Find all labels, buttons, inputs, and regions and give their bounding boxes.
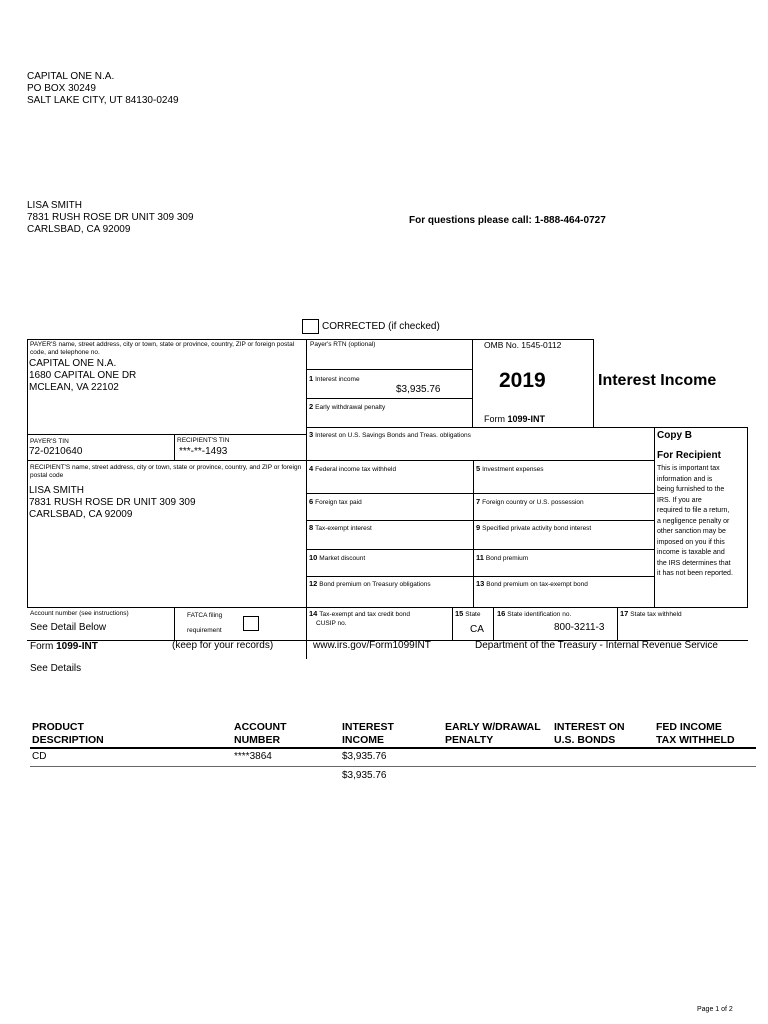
corrected-checkbox[interactable] (302, 319, 319, 334)
form-title: Interest Income (598, 372, 717, 389)
footer-dept: Department of the Treasury - Internal Revenue Service (475, 640, 718, 651)
box16-label: 16 State identification no. (497, 609, 572, 618)
copy-b: Copy B (657, 430, 692, 441)
payer-address (29, 358, 136, 394)
omb-number: OMB No. 1545-0112 (484, 340, 562, 350)
footer-form: Form 1099-INT (30, 641, 98, 652)
see-details: See Details (30, 663, 82, 674)
account-value: See Detail Below (30, 622, 107, 633)
recipient-header-line: 7831 RUSH ROSE DR UNIT 309 309 (27, 212, 194, 223)
col-header-us-bonds: INTEREST ON U.S. BONDS (554, 721, 625, 746)
form-name: 1099-INT (507, 414, 546, 424)
recipient-street: 7831 RUSH ROSE DR UNIT 309 309 (29, 497, 196, 508)
box12-label: 12 Bond premium on Treasury obligations (309, 579, 431, 588)
recipient-tin: ***-**-1493 (179, 446, 228, 457)
box14-cusip: CUSIP no. (316, 620, 347, 627)
recipient-header-line: CARLSBAD, CA 92009 (27, 224, 131, 235)
col-header-interest: INTEREST INCOME (342, 721, 394, 746)
payer-name: CAPITAL ONE N.A. (29, 358, 117, 369)
recipient-notice: This is important tax information and is being furnished to the IRS. If you are required to file a return, a negligence penalty or other sanction may be imposed on you if this income is taxable and the IRS determines that it has not been reported. (657, 465, 733, 577)
payer-street: 1680 CAPITAL ONE DR (29, 370, 137, 381)
footer-keep: (keep for your records) (172, 640, 274, 651)
payer-tin-label: PAYER'S TIN (30, 438, 69, 445)
recipient-header-line: LISA SMITH (27, 200, 83, 211)
box5-label: 5 Investment expenses (476, 464, 544, 473)
questions-phone: For questions please call: 1-888-464-0727 (409, 215, 606, 226)
box11-label: 11 Bond premium (476, 553, 529, 562)
recipient-tin-label: RECIPIENT'S TIN (177, 437, 230, 444)
payer-label: PAYER'S name, street address, city or town, state or province, country, ZIP or foreign postal code, and telephone no. (30, 341, 295, 356)
recipient-name: LISA SMITH (29, 485, 85, 496)
fatca-checkbox[interactable] (243, 616, 259, 631)
recipient-address (29, 485, 196, 521)
box9-label: 9 Specified private activity bond interest (476, 523, 592, 532)
table-cell-account: ****3864 (234, 751, 272, 762)
payer-header-line: SALT LAKE CITY, UT 84130-0249 (27, 95, 179, 106)
box15-value: CA (470, 624, 484, 635)
payer-header-address (27, 71, 179, 107)
box2-label: 2 Early withdrawal penalty (309, 402, 386, 411)
footer-url[interactable]: www.irs.gov/Form1099INT (313, 640, 431, 651)
table-row-rule (30, 766, 756, 767)
box6-label: 6 Foreign tax paid (309, 497, 362, 506)
recipient-label: RECIPIENT'S name, street address, city or town, state or province, country, and ZIP or foreign postal code (30, 464, 302, 479)
recipient-header-address (27, 200, 194, 236)
box16-value: 800-3211-3 (554, 622, 605, 633)
col-header-penalty: EARLY W/DRAWAL PENALTY (445, 721, 541, 746)
box3-label: 3 Interest on U.S. Savings Bonds and Treas. obligations (309, 430, 471, 439)
table-cell-product: CD (32, 751, 47, 762)
box1-value: $3,935.76 (396, 384, 441, 395)
tax-year: 2019 (499, 369, 546, 392)
box10-label: 10 Market discount (309, 553, 366, 562)
table-total-interest: $3,935.76 (342, 770, 387, 781)
fatca-label-2: requirement (187, 627, 222, 634)
payer-header-line: PO BOX 30249 (27, 83, 96, 94)
corrected-label: CORRECTED (if checked) (322, 321, 440, 332)
col-header-fed-tax: FED INCOME TAX WITHHELD (656, 721, 735, 746)
box13-label: 13 Bond premium on tax-exempt bond (476, 579, 588, 588)
payer-tin: 72-0210640 (29, 446, 83, 457)
table-header-rule (30, 747, 756, 749)
fatca-label-1: FATCA filing (187, 612, 223, 619)
for-recipient: For Recipient (657, 450, 721, 461)
box15-label: 15 State (455, 609, 481, 618)
box14-label: 14 Tax-exempt and tax credit bond (309, 609, 410, 618)
box4-label: 4 Federal income tax withheld (309, 464, 397, 473)
col-header-product: PRODUCT DESCRIPTION (32, 721, 104, 746)
box1-label: 1 Interest income (309, 374, 360, 383)
recipient-city: CARLSBAD, CA 92009 (29, 509, 133, 520)
page-number: Page 1 of 2 (697, 1006, 733, 1013)
form-prefix: Form (484, 414, 505, 424)
payer-city: MCLEAN, VA 22102 (29, 382, 119, 393)
box7-label: 7 Foreign country or U.S. possession (476, 497, 584, 506)
payer-header-line: CAPITAL ONE N.A. (27, 71, 115, 82)
rtn-label: Payer's RTN (optional) (310, 341, 376, 348)
form-number (484, 414, 545, 424)
box17-label: 17 State tax withheld (620, 609, 682, 618)
account-label: Account number (see instructions) (30, 610, 129, 617)
box8-label: 8 Tax-exempt interest (309, 523, 372, 532)
col-header-account: ACCOUNT NUMBER (234, 721, 287, 746)
table-cell-interest: $3,935.76 (342, 751, 387, 762)
